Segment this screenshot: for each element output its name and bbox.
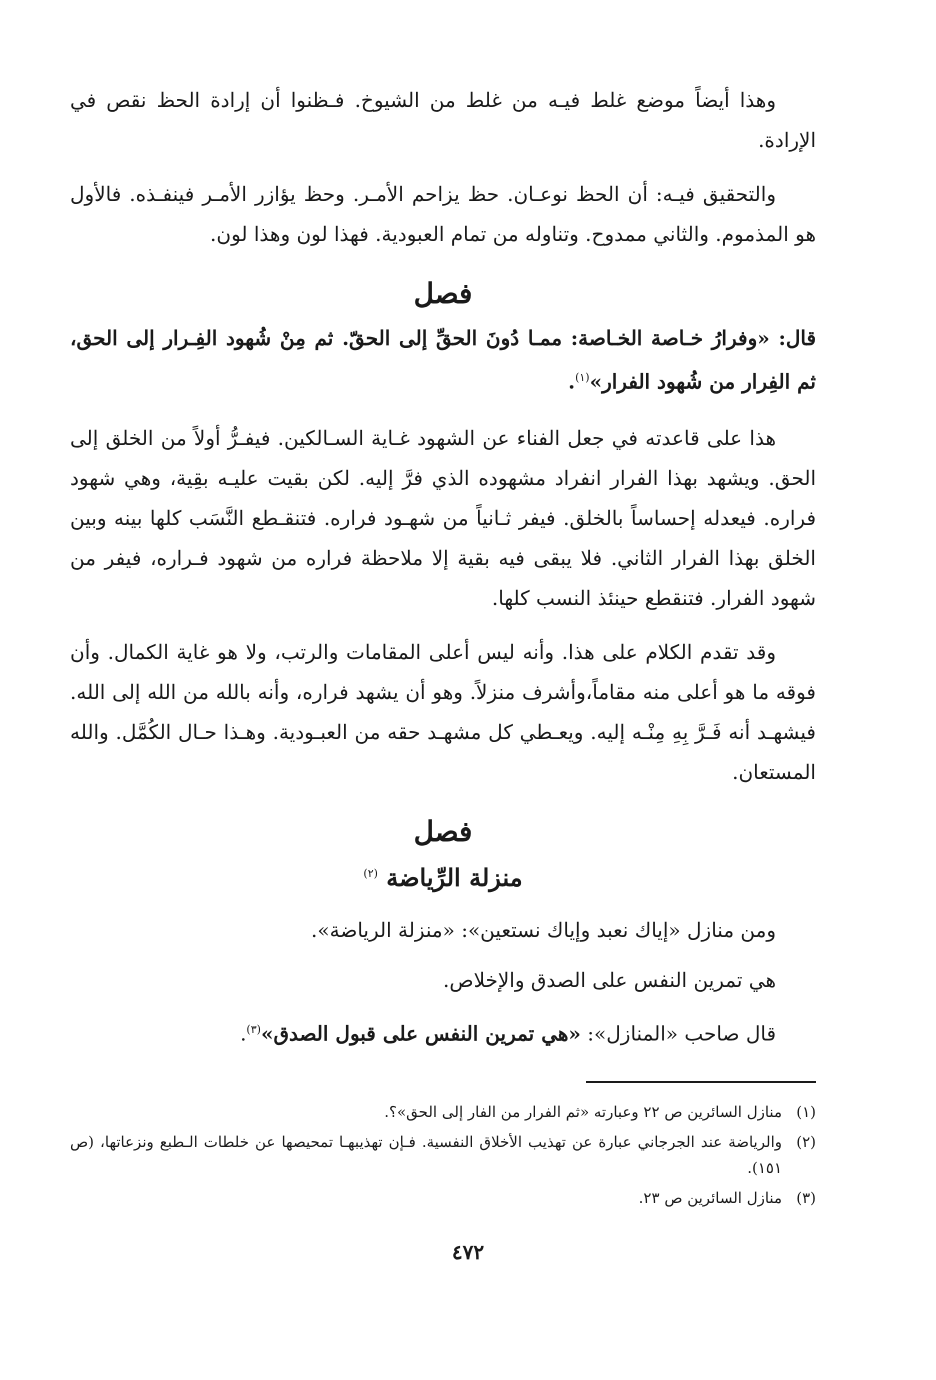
footnote-text: منازل السائرين ص ٢٣. [638, 1189, 782, 1208]
page-body [70, 80, 816, 1380]
footnote-text: منازل السائرين ص ٢٢ وعبارته «ثم الفرار من الفار إلى الحق»؟. [384, 1103, 782, 1122]
footnote-ref-3: (٣) [246, 1022, 261, 1036]
line-text: ومن منازل «إياك نعبد وإياك نستعين»: «منزلة الرياضة». [311, 917, 776, 942]
section-heading-1: فصل [413, 277, 473, 310]
footnote-ref-2: (٢) [363, 866, 378, 880]
paragraph-4: وقد تقدم الكلام على هذا. وأنه ليس أعلى المقامات والرتب، ولا هو غاية الكمال. وأن فوقه ما هو أعلى منه مقاماً،وأشرف منزلاً. وهو أن يشهد فراره، وأنه بالله من الله إلى الله. فيشهـد أنه فَـرَّ بِهِ مِنْـه إليه. ويعـطي كل مشهـد حقه من العبـودية. وهـذا حـال الكُمَّل. والله المستعان. [70, 639, 816, 784]
footnote-divider [586, 1081, 816, 1083]
section-2-line-3 [70, 1010, 816, 1054]
section-heading-2: فصل [413, 814, 473, 848]
footnote-2 [70, 1129, 816, 1181]
footnote-1 [70, 1099, 816, 1125]
footnote-number: (١) [796, 1103, 816, 1122]
line-bold-quote: «هي تمرين النفس على قبول الصدق» [260, 1021, 581, 1046]
footnote-ref-1: (١) [575, 371, 590, 384]
footnote-3 [70, 1185, 816, 1211]
line-text: هي تمرين النفس على الصدق والإخلاص. [443, 967, 776, 992]
quote-prefix: قال: [769, 326, 817, 350]
quote-text: «وفرارُ خـاصة الخـاصة: ممـا دُونَ الحقِّ إلى الحقّ. ثم مِنْ شُهود الفِـرار إلى الحق، ثم الفِرار من شُهود الفرار» [70, 326, 816, 394]
footnote-text: والرياضة عند الجرجاني عبارة عن تهذيب الأخلاق النفسية. فـإن تهذيبهـا تمحيصها عن خلطات الـطبع ونزعاتها، (ص ١٥١). [70, 1133, 782, 1178]
paragraph-3: هذا على قاعدته في جعل الفناء عن الشهود غـاية السـالكين. فيفـرُّ أولاً من الخلق إلى الحق. ويشهد بهذا الفرار انفراد مشهوده الذي فرَّ إليه. لكن بقيت عليـه بقِية، وهي شهود فراره. فيعدله إحساساً بالخلق. فيفر ثـانياً من شهـود فراره. فتنقـطع النَّسَب كلها بينه وبين الخلق بهذا الفرار الثاني. فلا يبقى فيه بقية إلا ملاحظة فراره من شهود فـراره، فيفر من شهود الفرار. فتنقطع حينئذ النسب كلها. [70, 425, 816, 610]
footnotes [70, 1099, 816, 1211]
paragraph-2: والتحقيق فيـه: أن الحظ نوعـان. حظ يزاحم الأمـر. وحظ يؤازر الأمـر فينفـذه. فالأول هو المذموم. والثاني ممدوح. وتناوله من تمام العبودية. فهذا لون وهذا لون. [70, 182, 816, 246]
page-number: ٤٧٢ [451, 1240, 485, 1264]
line-text: قال صاحب «المنازل»: [580, 1021, 776, 1046]
footnote-number: (٣) [796, 1189, 816, 1208]
footnote-number: (٢) [796, 1133, 816, 1152]
section-2-line-1 [70, 910, 816, 950]
subheading-text: منزلة الرِّياضة [386, 862, 523, 892]
section-subheading [70, 856, 816, 896]
quote-end: . [568, 369, 576, 394]
line-end: . [240, 1021, 247, 1046]
section-2-line-2 [70, 960, 816, 1000]
paragraph-1: وهذا أيضاً موضع غلط فيـه من غلط من الشيوخ. فـظنوا أن إرادة الحظ نقص في الإرادة. [70, 88, 816, 152]
section-1-quote [70, 318, 816, 402]
